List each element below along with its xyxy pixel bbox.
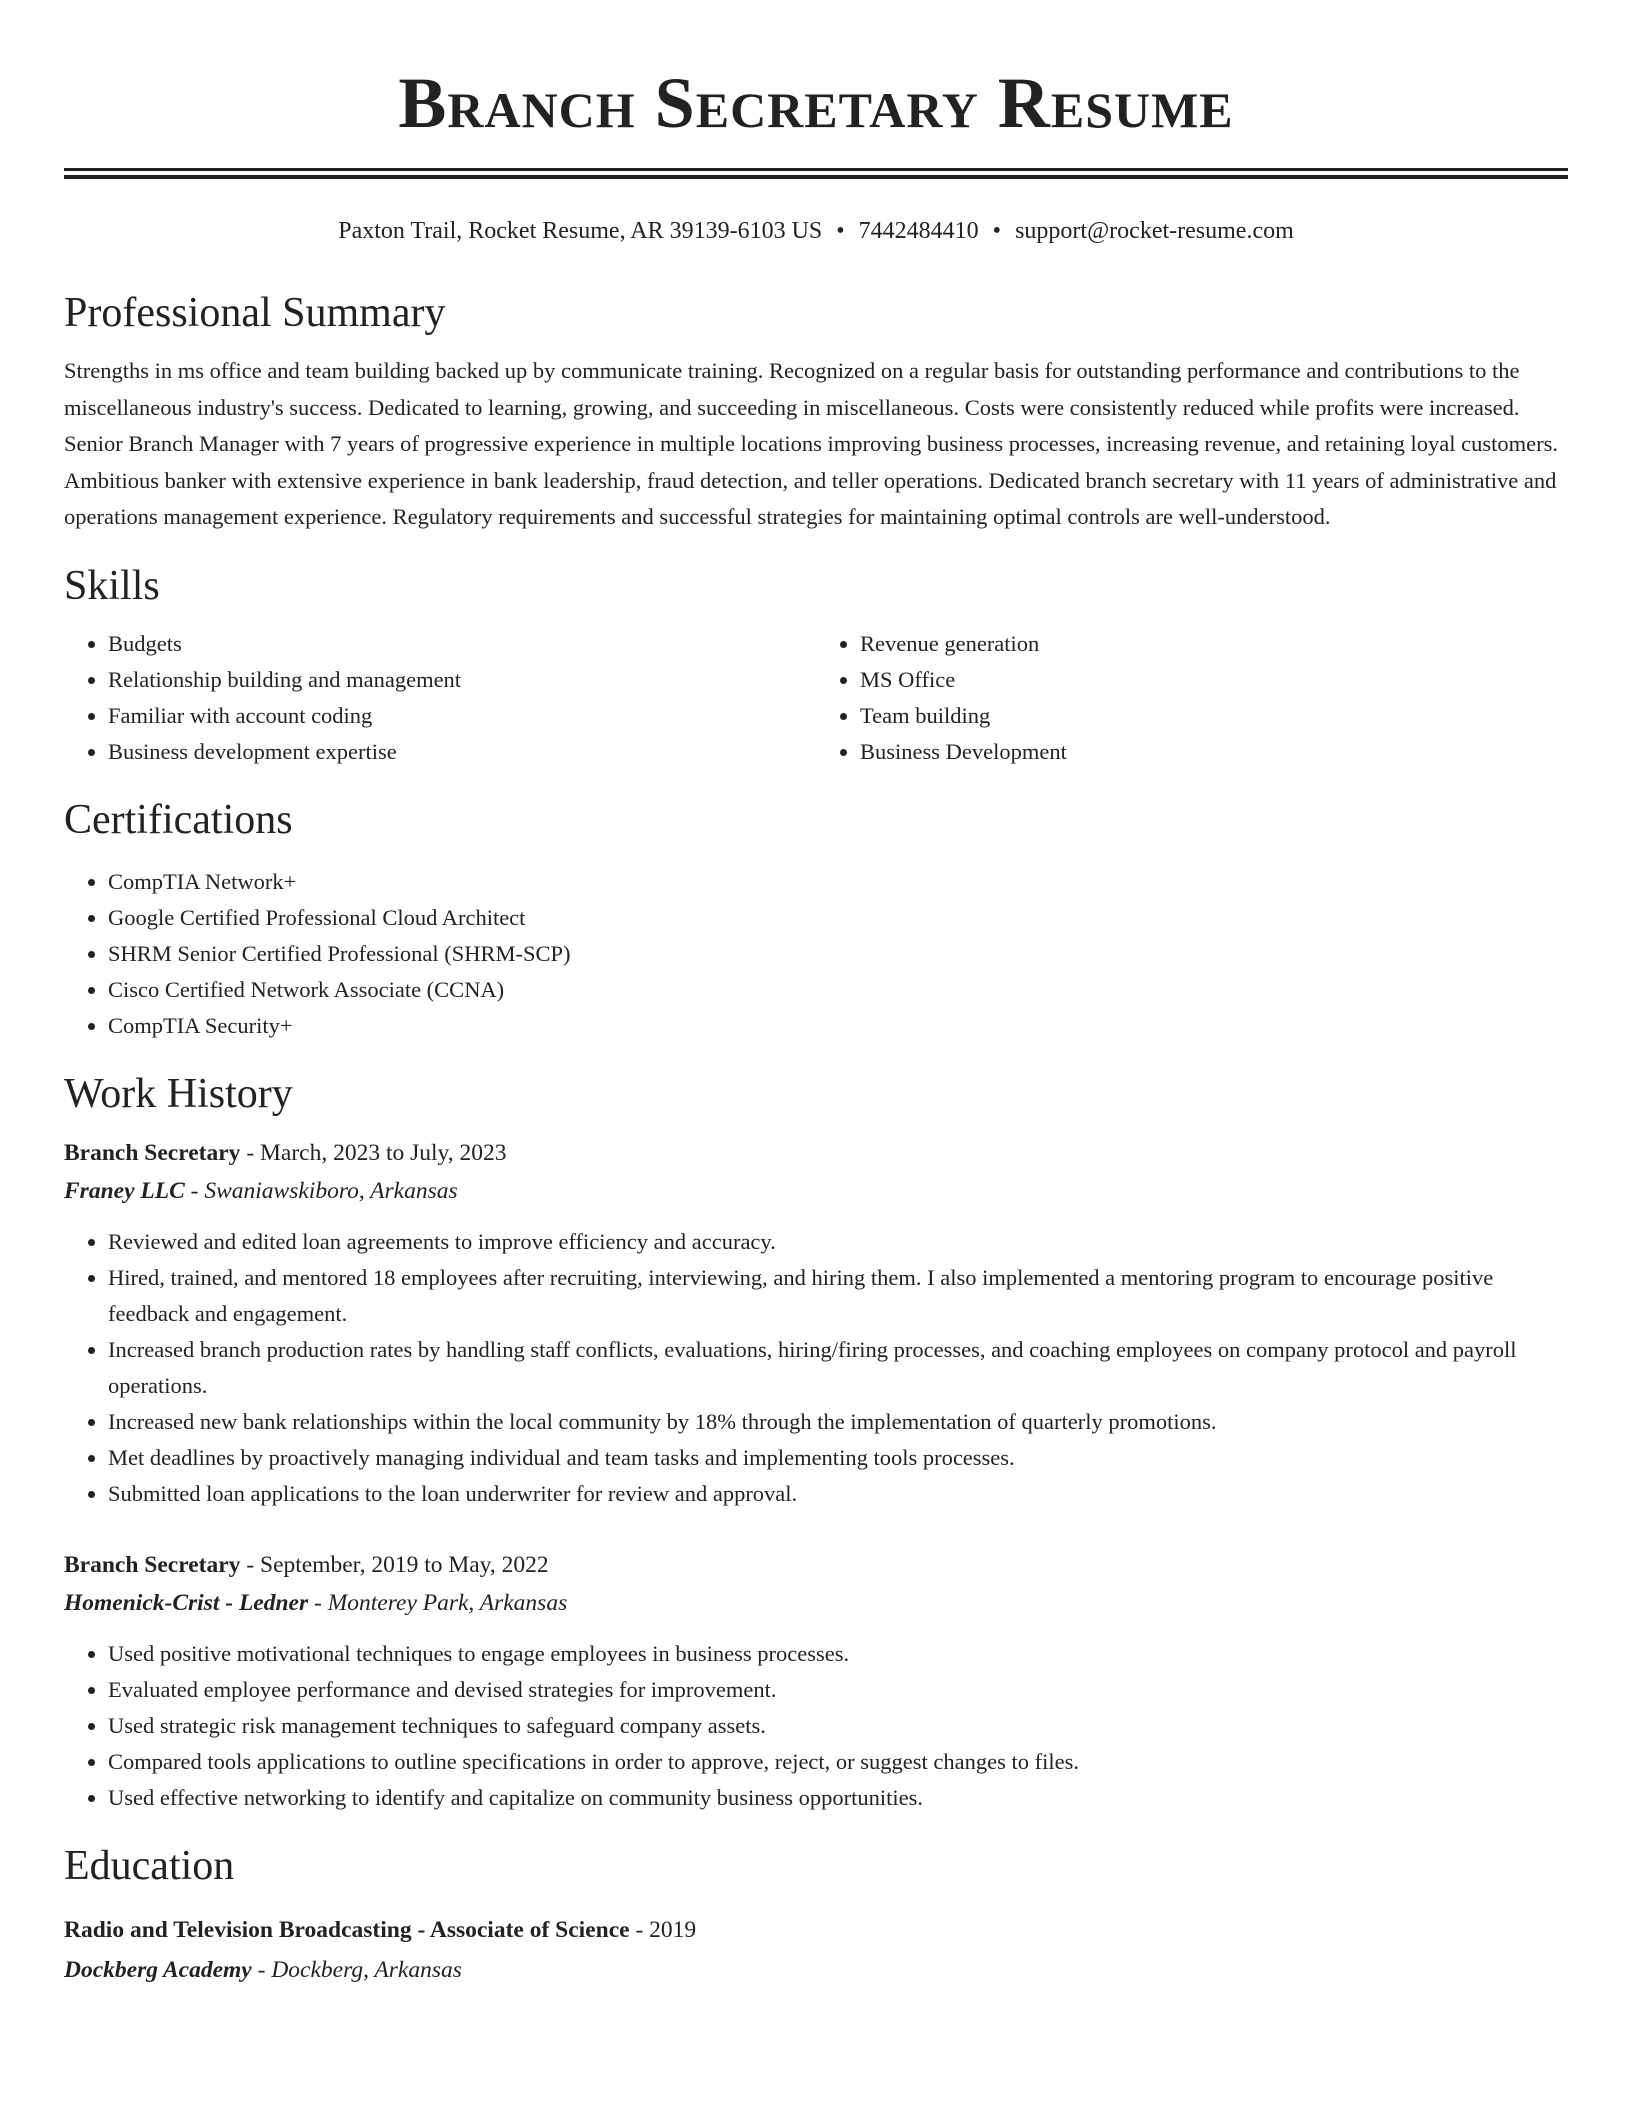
skills-heading: Skills <box>64 562 160 609</box>
job-company-line <box>64 1584 1568 1622</box>
dash: - <box>635 1916 644 1943</box>
job-bullets <box>64 1636 1568 1816</box>
certification-item: • CompTIA Security+ <box>108 1008 1568 1044</box>
contact-separator: • <box>992 218 1002 244</box>
job-company: Franey LLC <box>64 1177 185 1204</box>
dash: - <box>246 1139 255 1166</box>
job-bullet: • Met deadlines by proactively managing individual and team tasks and implementing tools processes. <box>108 1440 1568 1476</box>
summary-heading: Professional Summary <box>64 290 446 336</box>
job-entry <box>64 1134 1568 1512</box>
job-role: Branch Secretary <box>64 1139 241 1166</box>
job-location: Swaniawskiboro, Arkansas <box>204 1177 458 1204</box>
skill-item: • MS Office <box>860 662 1568 698</box>
job-company-line <box>64 1172 1568 1210</box>
title-divider <box>64 168 1568 179</box>
certification-item: • CompTIA Network+ <box>108 864 1568 900</box>
job-dates: September, 2019 to May, 2022 <box>260 1551 549 1578</box>
job-bullet: • Compared tools applications to outline specifications in order to approve, reject, or suggest changes to files. <box>108 1744 1568 1780</box>
work-history-section <box>64 1068 1568 1816</box>
summary-text: Strengths in ms office and team building backed up by communicate training. Recognized on a regular basis for outstanding performance and contributions to the miscellaneous industry's success. Dedicated to learning, growing, and succeeding in miscellaneous. Costs were consistently reduced while profits were increased. Senior Branch Manager with 7 years of progressive experience in multiple locations improving business processes, increasing revenue, and retaining loyal customers. Ambitious banker with extensive experience in bank leadership, fraud detection, and teller operations. Dedicated branch secretary with 11 years of administrative and operations management experience. Regulatory requirements and successful strategies for maintaining optimal controls are well-understood. <box>64 358 1558 529</box>
job-bullet: • Used effective networking to identify and capitalize on community business opportunities. <box>108 1780 1568 1816</box>
skill-item: • Relationship building and management <box>108 662 816 698</box>
skill-item: • Team building <box>860 698 1568 734</box>
job-role: Branch Secretary <box>64 1551 241 1578</box>
contact-separator: • <box>836 218 845 244</box>
dash: - <box>246 1551 255 1578</box>
dash: - <box>314 1589 322 1616</box>
job-bullet: • Used strategic risk management techniques to safeguard company assets. <box>108 1708 1568 1744</box>
certification-item: • Google Certified Professional Cloud Architect <box>108 900 1568 936</box>
certifications-heading: Certifications <box>64 796 293 843</box>
skills-section <box>64 560 1568 770</box>
job-bullet: • Used positive motivational techniques to engage employees in business processes. <box>108 1636 1568 1672</box>
education-school-line <box>64 1950 1568 1990</box>
page-title: Branch Secretary Resume <box>398 63 1234 143</box>
skill-item: • Business Development <box>860 734 1568 770</box>
job-title-line <box>64 1546 1568 1584</box>
skills-columns <box>64 626 1568 770</box>
skill-item: • Business development expertise <box>108 734 816 770</box>
contact-line <box>64 215 1568 247</box>
work-history-heading: Work History <box>64 1070 293 1117</box>
summary-section <box>64 287 1568 536</box>
education-heading: Education <box>64 1842 235 1889</box>
job-dates: March, 2023 to July, 2023 <box>260 1139 507 1166</box>
education-degree-line <box>64 1910 1568 1950</box>
education-degree: Radio and Television Broadcasting - Associate of Science <box>64 1916 630 1943</box>
skills-list-left <box>64 626 816 770</box>
dash: - <box>190 1177 199 1204</box>
contact-phone: 7442484410 <box>858 218 979 244</box>
skills-list-right <box>816 626 1568 770</box>
skill-item: • Revenue generation <box>860 626 1568 662</box>
job-bullet: • Evaluated employee performance and devised strategies for improvement. <box>108 1672 1568 1708</box>
job-bullet: • Reviewed and edited loan agreements to improve efficiency and accuracy. <box>108 1224 1568 1260</box>
job-bullet: • Increased new bank relationships within the local community by 18% through the implementation of quarterly promotions. <box>108 1404 1568 1440</box>
education-location: Dockberg, Arkansas <box>271 1956 462 1983</box>
job-location: Monterey Park, Arkansas <box>327 1589 568 1616</box>
certification-item: • Cisco Certified Network Associate (CCNA) <box>108 972 1568 1008</box>
job-bullet: • Increased branch production rates by handling staff conflicts, evaluations, hiring/firing processes, and coaching employees on company protocol and payroll operations. <box>108 1332 1568 1404</box>
contact-email: support@rocket-resume.com <box>1015 218 1294 244</box>
skill-item: • Familiar with account coding <box>108 698 816 734</box>
certifications-list <box>64 864 1568 1044</box>
education-year: 2019 <box>649 1916 697 1943</box>
job-entry <box>64 1546 1568 1816</box>
education-section <box>64 1840 1568 1990</box>
job-company: Homenick-Crist - Ledner <box>64 1589 309 1616</box>
job-title-line <box>64 1134 1568 1172</box>
dash: - <box>257 1956 266 1983</box>
job-bullets <box>64 1224 1568 1512</box>
education-entry <box>64 1910 1568 1990</box>
certifications-section <box>64 794 1568 1044</box>
skill-item: • Budgets <box>108 626 816 662</box>
job-bullet: • Hired, trained, and mentored 18 employees after recruiting, interviewing, and hiring them. I also implemented a mentoring program to encourage positive feedback and engagement. <box>108 1260 1568 1332</box>
education-school: Dockberg Academy <box>64 1956 252 1983</box>
job-bullet: • Submitted loan applications to the loan underwriter for review and approval. <box>108 1476 1568 1512</box>
certification-item: • SHRM Senior Certified Professional (SHRM-SCP) <box>108 936 1568 972</box>
contact-address: Paxton Trail, Rocket Resume, AR 39139-6103 US <box>338 218 823 244</box>
